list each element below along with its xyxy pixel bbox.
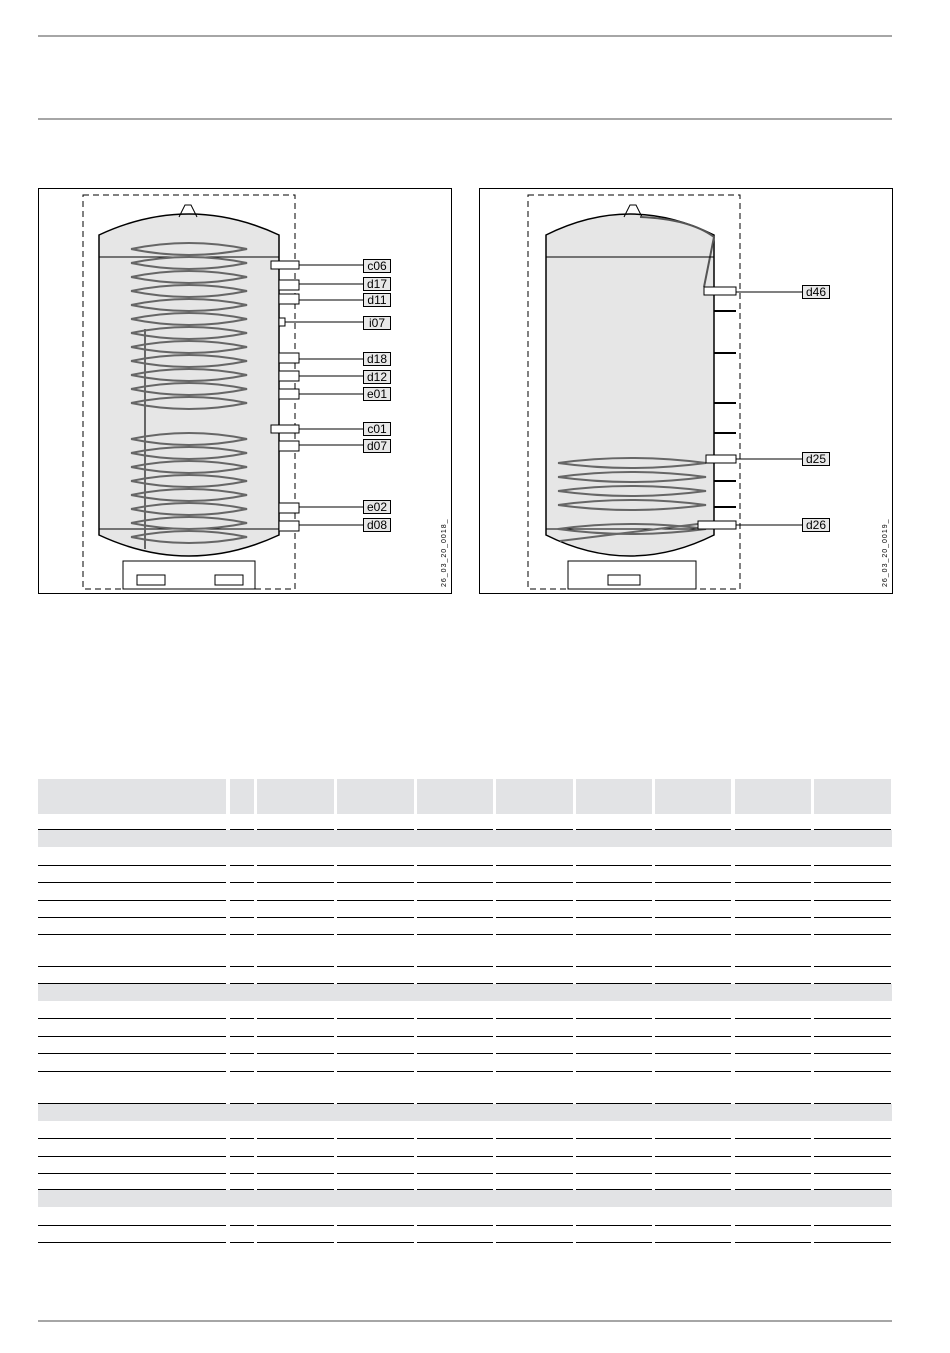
table-row-line	[417, 1156, 493, 1157]
connection-label: d12	[363, 370, 391, 384]
table-row-line	[230, 934, 254, 935]
table-row-line	[655, 1053, 731, 1054]
table-row-line	[496, 1053, 573, 1054]
table-row-line	[496, 829, 573, 830]
table-row-line	[230, 1189, 254, 1190]
table-row-line	[38, 1071, 226, 1072]
table-row-line	[257, 983, 334, 984]
table-row-line	[576, 829, 652, 830]
table-header-cell	[38, 779, 226, 814]
table-row-line	[257, 934, 334, 935]
table-row-line	[814, 1173, 891, 1174]
table-row-line	[417, 983, 493, 984]
table-row-line	[38, 1189, 226, 1190]
table-row-line	[735, 983, 811, 984]
table-row-line	[230, 966, 254, 967]
table-row-line	[38, 1053, 226, 1054]
sensor-sleeves	[714, 311, 736, 507]
table-row-line	[496, 1173, 573, 1174]
connection-label: d46	[802, 285, 830, 299]
table-row-line	[417, 1071, 493, 1072]
connection-label: c01	[363, 422, 391, 436]
table-row-line	[814, 1225, 891, 1226]
table-row-line	[257, 1225, 334, 1226]
table-row-line	[814, 1156, 891, 1157]
table-row-line	[337, 1225, 414, 1226]
table-row-line	[417, 1242, 493, 1243]
table-row-line	[735, 1071, 811, 1072]
table-row-line	[576, 917, 652, 918]
table-row-line	[230, 882, 254, 883]
table-row-line	[230, 1053, 254, 1054]
table-row-line	[576, 882, 652, 883]
table-row-line	[735, 1189, 811, 1190]
connection-label: c06	[363, 259, 391, 273]
table-row-line	[655, 917, 731, 918]
table-row-line	[576, 1053, 652, 1054]
table-row-line	[230, 983, 254, 984]
table-row-line	[655, 829, 731, 830]
table-row-line	[230, 1036, 254, 1037]
table-row-line	[655, 1071, 731, 1072]
figure-id: 26_03_20_0018_	[441, 518, 448, 587]
table-row-line	[735, 1156, 811, 1157]
callout-lines	[736, 292, 802, 525]
table-row-line	[814, 829, 891, 830]
connection-label: d07	[363, 439, 391, 453]
table-row-line	[38, 983, 226, 984]
table-row-line	[257, 1071, 334, 1072]
table-row-line	[417, 865, 493, 866]
table-row-line	[576, 1173, 652, 1174]
table-row-line	[735, 1036, 811, 1037]
table-row-line	[576, 1103, 652, 1104]
table-header-cell	[337, 779, 414, 814]
table-row-line	[38, 829, 226, 830]
table-row-line	[230, 865, 254, 866]
table-row-line	[417, 1036, 493, 1037]
table-row-line	[38, 1225, 226, 1226]
top-rule	[38, 35, 892, 37]
table-row-line	[337, 917, 414, 918]
table-row-line	[417, 1173, 493, 1174]
table-row-line	[496, 1225, 573, 1226]
table-row-line	[337, 1071, 414, 1072]
table-row-line	[735, 1053, 811, 1054]
connection-label: i07	[363, 316, 391, 330]
table-row-line	[257, 1242, 334, 1243]
table-row-line	[814, 934, 891, 935]
table-row-line	[655, 1103, 731, 1104]
table-row-line	[417, 829, 493, 830]
table-row-line	[38, 1138, 226, 1139]
table-row-line	[337, 882, 414, 883]
table-row-line	[496, 1156, 573, 1157]
table-row-line	[655, 882, 731, 883]
table-row-line	[337, 1036, 414, 1037]
table-row-line	[230, 1225, 254, 1226]
table-row-line	[257, 1103, 334, 1104]
table-row-line	[814, 983, 891, 984]
table-row-line	[735, 934, 811, 935]
table-row-line	[655, 1189, 731, 1190]
table-row-line	[735, 1225, 811, 1226]
table-row-line	[337, 865, 414, 866]
table-row-line	[814, 1071, 891, 1072]
table-row-line	[576, 1225, 652, 1226]
table-row-line	[417, 966, 493, 967]
table-row-line	[655, 983, 731, 984]
table-group-band	[38, 830, 892, 847]
table-row-line	[230, 1242, 254, 1243]
table-header-cell	[230, 779, 254, 814]
table-row-line	[38, 865, 226, 866]
table-header-cell	[496, 779, 573, 814]
connection-label: e02	[363, 500, 391, 514]
table-header-cell	[576, 779, 652, 814]
table-row-line	[735, 1242, 811, 1243]
table-row-line	[257, 865, 334, 866]
table-row-line	[496, 1103, 573, 1104]
table-row-line	[38, 934, 226, 935]
tank-body	[99, 214, 279, 556]
table-row-line	[814, 1053, 891, 1054]
table-row-line	[38, 1156, 226, 1157]
table-row-line	[655, 1036, 731, 1037]
table-row-line	[735, 966, 811, 967]
table-row-line	[337, 1138, 414, 1139]
table-row-line	[38, 917, 226, 918]
table-row-line	[257, 966, 334, 967]
table-row-line	[257, 829, 334, 830]
table-row-line	[655, 1156, 731, 1157]
table-row-line	[735, 1103, 811, 1104]
table-row-line	[814, 900, 891, 901]
table-group-band	[38, 1190, 892, 1207]
connection-label: d11	[363, 293, 391, 307]
table-row-line	[496, 1036, 573, 1037]
table-row-line	[576, 1138, 652, 1139]
table-group-band	[38, 984, 892, 1001]
table-row-line	[38, 1242, 226, 1243]
table-row-line	[576, 1071, 652, 1072]
table-group-band	[38, 1104, 892, 1121]
table-row-line	[496, 1242, 573, 1243]
table-row-line	[38, 966, 226, 967]
table-row-line	[735, 882, 811, 883]
table-row-line	[38, 1103, 226, 1104]
connection-label: d26	[802, 518, 830, 532]
table-row-line	[337, 1053, 414, 1054]
table-row-line	[655, 900, 731, 901]
table-row-line	[655, 934, 731, 935]
tank-single-coil-drawing	[480, 189, 894, 595]
table-row-line	[257, 1018, 334, 1019]
tank-body	[546, 214, 714, 556]
connection-label: e01	[363, 387, 391, 401]
table-row-line	[655, 1018, 731, 1019]
table-row-line	[576, 1156, 652, 1157]
table-row-line	[814, 1138, 891, 1139]
table-row-line	[337, 1103, 414, 1104]
table-row-line	[337, 1242, 414, 1243]
table-row-line	[496, 1018, 573, 1019]
table-row-line	[417, 1189, 493, 1190]
table-row-line	[417, 882, 493, 883]
table-row-line	[735, 900, 811, 901]
header-rule	[38, 118, 892, 120]
table-row-line	[417, 1138, 493, 1139]
table-row-line	[257, 900, 334, 901]
table-row-line	[38, 900, 226, 901]
table-row-line	[735, 917, 811, 918]
table-row-line	[257, 882, 334, 883]
figure-tank-single-coil	[479, 188, 893, 594]
table-row-line	[38, 882, 226, 883]
table-row-line	[230, 1018, 254, 1019]
table-row-line	[337, 1018, 414, 1019]
table-header-cell	[655, 779, 731, 814]
table-row-line	[576, 1189, 652, 1190]
connection-label: d17	[363, 277, 391, 291]
table-row-line	[576, 934, 652, 935]
table-row-line	[230, 829, 254, 830]
table-row-line	[814, 1242, 891, 1243]
table-row-line	[496, 934, 573, 935]
table-row-line	[496, 1138, 573, 1139]
table-row-line	[417, 900, 493, 901]
table-row-line	[230, 1138, 254, 1139]
table-row-line	[417, 917, 493, 918]
table-row-line	[814, 1036, 891, 1037]
technical-data-table	[38, 779, 892, 1249]
table-row-line	[337, 1173, 414, 1174]
table-row-line	[337, 1189, 414, 1190]
figure-id: 26_03_20_0019_	[882, 518, 889, 587]
table-header-cell	[417, 779, 493, 814]
table-row-line	[38, 1018, 226, 1019]
table-row-line	[496, 882, 573, 883]
table-row-line	[337, 1156, 414, 1157]
table-row-line	[576, 1018, 652, 1019]
footer-rule	[38, 1320, 892, 1322]
table-row-line	[257, 1156, 334, 1157]
connection-label: d25	[802, 452, 830, 466]
table-row-line	[735, 865, 811, 866]
table-row-line	[257, 1138, 334, 1139]
table-row-line	[814, 1189, 891, 1190]
table-header-cell	[257, 779, 334, 814]
table-row-line	[496, 1189, 573, 1190]
table-row-line	[257, 1036, 334, 1037]
table-row-line	[38, 1173, 226, 1174]
table-row-line	[257, 917, 334, 918]
table-row-line	[576, 1036, 652, 1037]
table-row-line	[417, 1018, 493, 1019]
table-row-line	[417, 1103, 493, 1104]
table-row-line	[496, 917, 573, 918]
table-row-line	[655, 1138, 731, 1139]
table-row-line	[576, 1242, 652, 1243]
table-row-line	[257, 1189, 334, 1190]
table-row-line	[257, 1173, 334, 1174]
table-row-line	[735, 1138, 811, 1139]
table-row-line	[576, 900, 652, 901]
table-row-line	[814, 865, 891, 866]
table-row-line	[814, 966, 891, 967]
table-row-line	[814, 1018, 891, 1019]
table-row-line	[496, 966, 573, 967]
table-row-line	[417, 1053, 493, 1054]
table-row-line	[576, 865, 652, 866]
table-row-line	[576, 966, 652, 967]
table-row-line	[496, 900, 573, 901]
table-row-line	[38, 1036, 226, 1037]
table-row-line	[814, 1103, 891, 1104]
table-row-line	[230, 1156, 254, 1157]
table-header-cell	[814, 779, 891, 814]
table-row-line	[496, 983, 573, 984]
table-row-line	[735, 829, 811, 830]
table-row-line	[337, 966, 414, 967]
table-row-line	[814, 917, 891, 918]
table-row-line	[655, 1225, 731, 1226]
connection-label: d18	[363, 352, 391, 366]
table-row-line	[814, 882, 891, 883]
table-row-line	[337, 900, 414, 901]
connection-label: d08	[363, 518, 391, 532]
table-header-cell	[735, 779, 811, 814]
table-row-line	[337, 829, 414, 830]
table-row-line	[655, 1173, 731, 1174]
table-row-line	[230, 900, 254, 901]
table-row-line	[230, 1103, 254, 1104]
table-row-line	[576, 983, 652, 984]
table-row-line	[496, 865, 573, 866]
table-row-line	[496, 1071, 573, 1072]
table-row-line	[655, 865, 731, 866]
figure-tank-twin-coil	[38, 188, 452, 594]
table-row-line	[655, 966, 731, 967]
table-row-line	[735, 1018, 811, 1019]
table-row-line	[337, 934, 414, 935]
table-row-line	[230, 1071, 254, 1072]
table-row-line	[417, 1225, 493, 1226]
table-row-line	[257, 1053, 334, 1054]
table-row-line	[417, 934, 493, 935]
table-row-line	[655, 1242, 731, 1243]
table-row-line	[230, 917, 254, 918]
table-row-line	[337, 983, 414, 984]
table-row-line	[230, 1173, 254, 1174]
table-row-line	[735, 1173, 811, 1174]
